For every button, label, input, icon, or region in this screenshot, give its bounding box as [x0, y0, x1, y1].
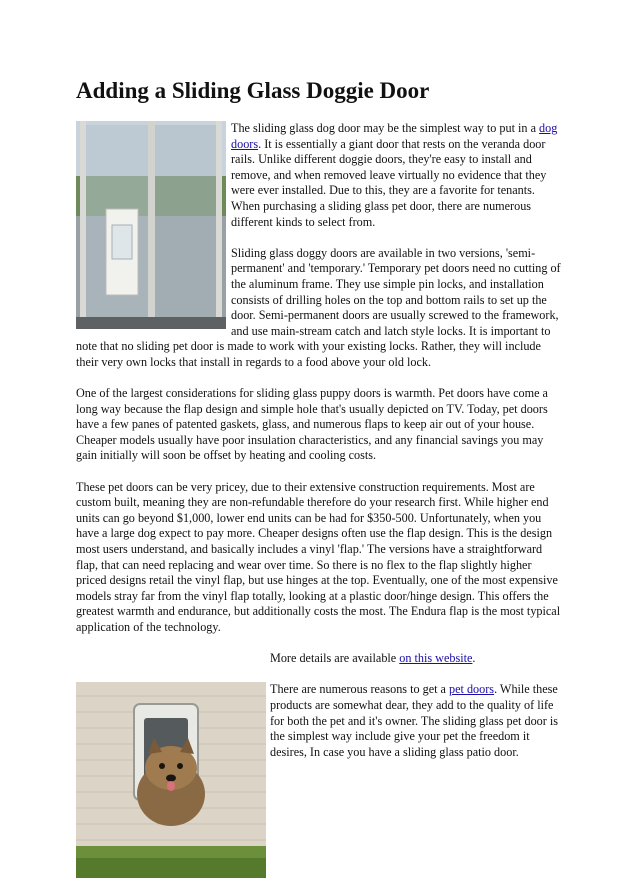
website-link[interactable]: on this website: [399, 651, 473, 666]
paragraph-6: There are numerous reasons to get a pet doors. While these products are somewhat dear, they add to the quality of life for both the pet and it's owner. The sliding glass pet door is the simplest way include give your pet the freedom it desires, In case you have a sliding glass patio door.: [270, 682, 559, 759]
article-body: [76, 121, 562, 878]
paragraph-5: More details are available on this website.: [270, 651, 476, 666]
pet-doors-link[interactable]: pet doors: [449, 682, 495, 697]
dog-doors-link[interactable]: dog doors: [231, 121, 558, 151]
page-title: Adding a Sliding Glass Doggie Door: [76, 78, 430, 103]
dog-pet-door-photo: [76, 682, 266, 878]
paragraph-4: These pet doors can be very pricey, due to their extensive construction requirements. Most are custom built, meaning they are non-refundable therefore do your research first. While higher end units can go beyond $1,000, lower end units can be had for $350-500. Unfortunately, when you have a large dog expect to pay more. Cheaper designs often use the flap design. This is the design most users understand, and basically includes a vinyl 'flap.' The versions have a straightforward flap, that can need replacing and wear over time. So there is no flex to the flap slightly higher priced designs retail the vinyl flap, but use hinges at the top. Eventually, one of the most expensive models stray far from the vinyl flap totally, looking at a plastic door/hinge design. This offers the greatest warmth and endurance, but additionally costs the most. The Endura flap is the most typical application of the technology.: [76, 479, 561, 634]
sliding-door-photo: [76, 121, 226, 329]
paragraph-1: The sliding glass dog door may be the simplest way to put in a dog doors. It is essentially a giant door that rests on the veranda door rails. Unlike different doggie doors, they're easy to install and remove, and when removed leave virtually no evidence that they were ever installed. Due to this, they are a favorite for tenants. When purchasing a sliding glass pet door, there are numerous different kinds to select from.: [231, 121, 558, 229]
paragraph-2: Sliding glass doggy doors are available in two versions, 'semi-permanent' and 'temporary.' Temporary pet doors need no cutting of the aluminum frame. They use simple pin locks, and installation consists of drilling holes on the top and bottom rails to set up the door. Semi-permanent doors are usually screwed to the framework, and use main-stream catch and latch style locks. It is important to note that no sliding pet door is made to work with your existing locks. Rather, they will include their very own locks that install in regards to a food above your old lock.: [76, 245, 561, 369]
paragraph-3: One of the largest considerations for sliding glass puppy doors is warmth. Pet doors have come a long way because the flap design and simple hole that's usually depicted on TV. Today, pet doors have a few panes of patented gaskets, glass, and numerous flaps to keep air out of your house. Cheaper models usually have poor insulation characteristics, and any financial savings you may gain initially will soon be offset by heating and cooling costs.: [76, 386, 548, 463]
